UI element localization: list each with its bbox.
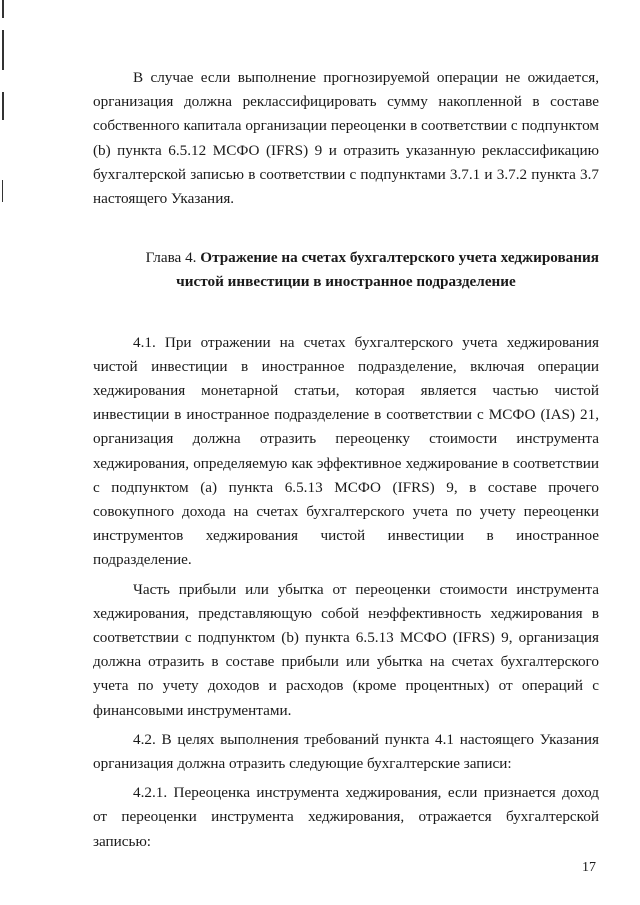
intro-paragraph: В случае если выполнение прогнозируемой операции не ожидается, организация должна реклассифицировать сумму накопленной в составе собственного капитала организации переоценки в соответствии с подпунктом (b) пункта 6.5.12 МСФО (IFRS) 9 и отразить указанную реклассификацию бухгалтерской записью в соответствии с подпунктами 3.7.1 и 3.7.2 пункта 3.7 настоящего Указания. (93, 69, 599, 208)
scan-margin-mark (2, 180, 3, 202)
paragraph-4-1-continued: Часть прибыли или убытка от переоценки стоимости инструмента хеджирования, представляющую собой неэффективность хеджирования в соответствии с подпунктом (b) пункта 6.5.13 МСФО (IFRS) 9, организация должна отразить в составе прибыли или убытка на счетах бухгалтерского учета по учету доходов и расходов (кроме процентных) от операций с финансовыми инструментами. (93, 580, 599, 719)
scan-margin-mark (2, 30, 4, 70)
chapter-number: Глава 4. (145, 249, 197, 267)
chapter-title-part-2: чистой инвестиции в иностранное подразделение (176, 273, 516, 291)
page-number: 17 (582, 860, 596, 875)
chapter-title-part-1: Отражение на счетах бухгалтерского учета хеджирования (200, 249, 599, 267)
scan-margin-mark (2, 0, 4, 18)
scan-margin-mark (2, 92, 4, 120)
chapter-heading-line-1 (93, 246, 599, 270)
paragraph-4-2: 4.2. В целях выполнения требований пункта 4.1 настоящего Указания организация должна отразить следующие бухгалтерские записи: (93, 730, 599, 773)
document-body (93, 66, 599, 854)
paragraph-4-2-1: 4.2.1. Переоценка инструмента хеджирования, если признается доход от переоценки инструмента хеджирования, отражается бухгалтерской записью: (93, 784, 599, 850)
chapter-heading (93, 246, 599, 294)
paragraph-4-1: 4.1. При отражении на счетах бухгалтерского учета хеджирования чистой инвестиции в иностранное подразделение, включая операции хеджирования монетарной статьи, которая является частью чистой инвестиции в иностранное подразделение в соответствии с МСФО (IAS) 21, организация должна отразить переоценку стоимости инструмента хеджирования, определяемую как эффективное хеджирование в соответствии с подпунктом (a) пункта 6.5.13 МСФО (IFRS) 9, в составе прочего совокупного дохода на счетах бухгалтерского учета по учету переоценки инструментов хеджирования чистой инвестиции в иностранное подразделение. (93, 333, 599, 569)
